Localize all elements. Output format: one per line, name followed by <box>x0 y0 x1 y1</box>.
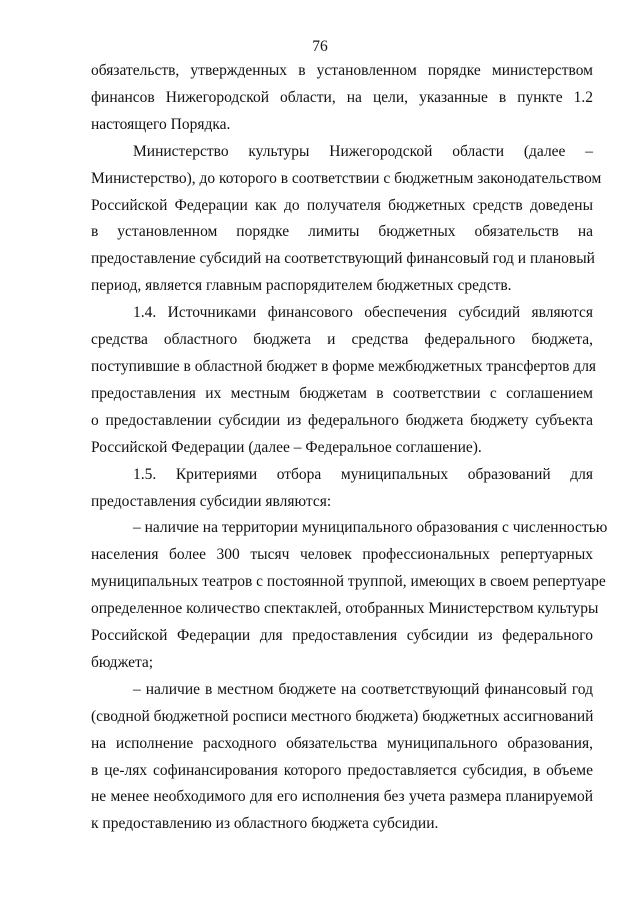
paragraph <box>91 58 593 139</box>
text-line: в установленном порядке лимиты бюджетных обязательств на <box>91 223 593 241</box>
text-line: – наличие в местном бюджете на соответствующий финансовый год <box>133 680 593 698</box>
text-line: обязательств, утвержденных в установленном порядке министерством <box>91 62 593 79</box>
text-line: Российской Федерации как до получателя бюджетных средств доведены <box>91 196 593 214</box>
text-line: 1.5. Критериями отбора муниципальных образований для <box>133 465 593 483</box>
text-line: в це-лях софинансирования которого предоставляется субсидия, в объеме <box>91 761 593 779</box>
text-line: настоящего Порядка. <box>91 115 231 133</box>
text-line: предоставление субсидий на соответствующий финансовый год и плановый <box>91 250 595 268</box>
text-line: населения более 300 тысяч человек профессиональных репертуарных <box>91 546 593 564</box>
text-line: Российской Федерации (далее – Федеральное соглашение). <box>91 438 482 456</box>
text-line: предоставления субсидии являются: <box>91 492 332 510</box>
paragraph <box>91 677 593 838</box>
paragraph <box>91 300 597 461</box>
text-line: на исполнение расходного обязательства муниципального образования, <box>91 734 593 752</box>
text-line: Российской Федерации для предоставления субсидии из федерального <box>91 627 593 645</box>
page-number: 76 <box>312 38 328 55</box>
text-line: муниципальных театров с постоянной труппой, имеющих в своем репертуаре <box>91 573 606 591</box>
text-line: финансов Нижегородской области, на цели, указанные в пункте 1.2 <box>91 88 593 106</box>
text-line: предоставления их местным бюджетам в соответствии с соглашением <box>91 384 593 402</box>
text-line: бюджета; <box>91 653 154 671</box>
text-line: Министерство), до которого в соответствии с бюджетным законодательством <box>91 169 602 187</box>
document-body <box>91 58 608 838</box>
text-line: Министерство культуры Нижегородской области (далее – <box>133 142 593 160</box>
text-line: период, является главным распорядителем бюджетных средств. <box>91 277 512 295</box>
text-line: не менее необходимого для его исполнения без учета размера планируемой <box>91 788 593 806</box>
text-line: 1.4. Источниками финансового обеспечения субсидий являются <box>133 304 593 322</box>
paragraph <box>91 515 608 676</box>
text-line: к предоставлению из областного бюджета субсидии. <box>91 815 439 833</box>
text-line: определенное количество спектаклей, отобранных Министерством культуры <box>91 600 599 618</box>
text-line: – наличие на территории муниципального образования с численностью <box>133 519 608 537</box>
text-line: о предоставлении субсидии из федерального бюджета бюджету субъекта <box>91 411 593 429</box>
paragraph <box>91 139 602 300</box>
paragraph <box>91 462 593 516</box>
text-line: (сводной бюджетной росписи местного бюджета) бюджетных ассигнований <box>91 707 594 725</box>
text-line: поступившие в областной бюджет в форме межбюджетных трансфертов для <box>91 357 597 375</box>
text-line: средства областного бюджета и средства федерального бюджета, <box>91 331 593 349</box>
